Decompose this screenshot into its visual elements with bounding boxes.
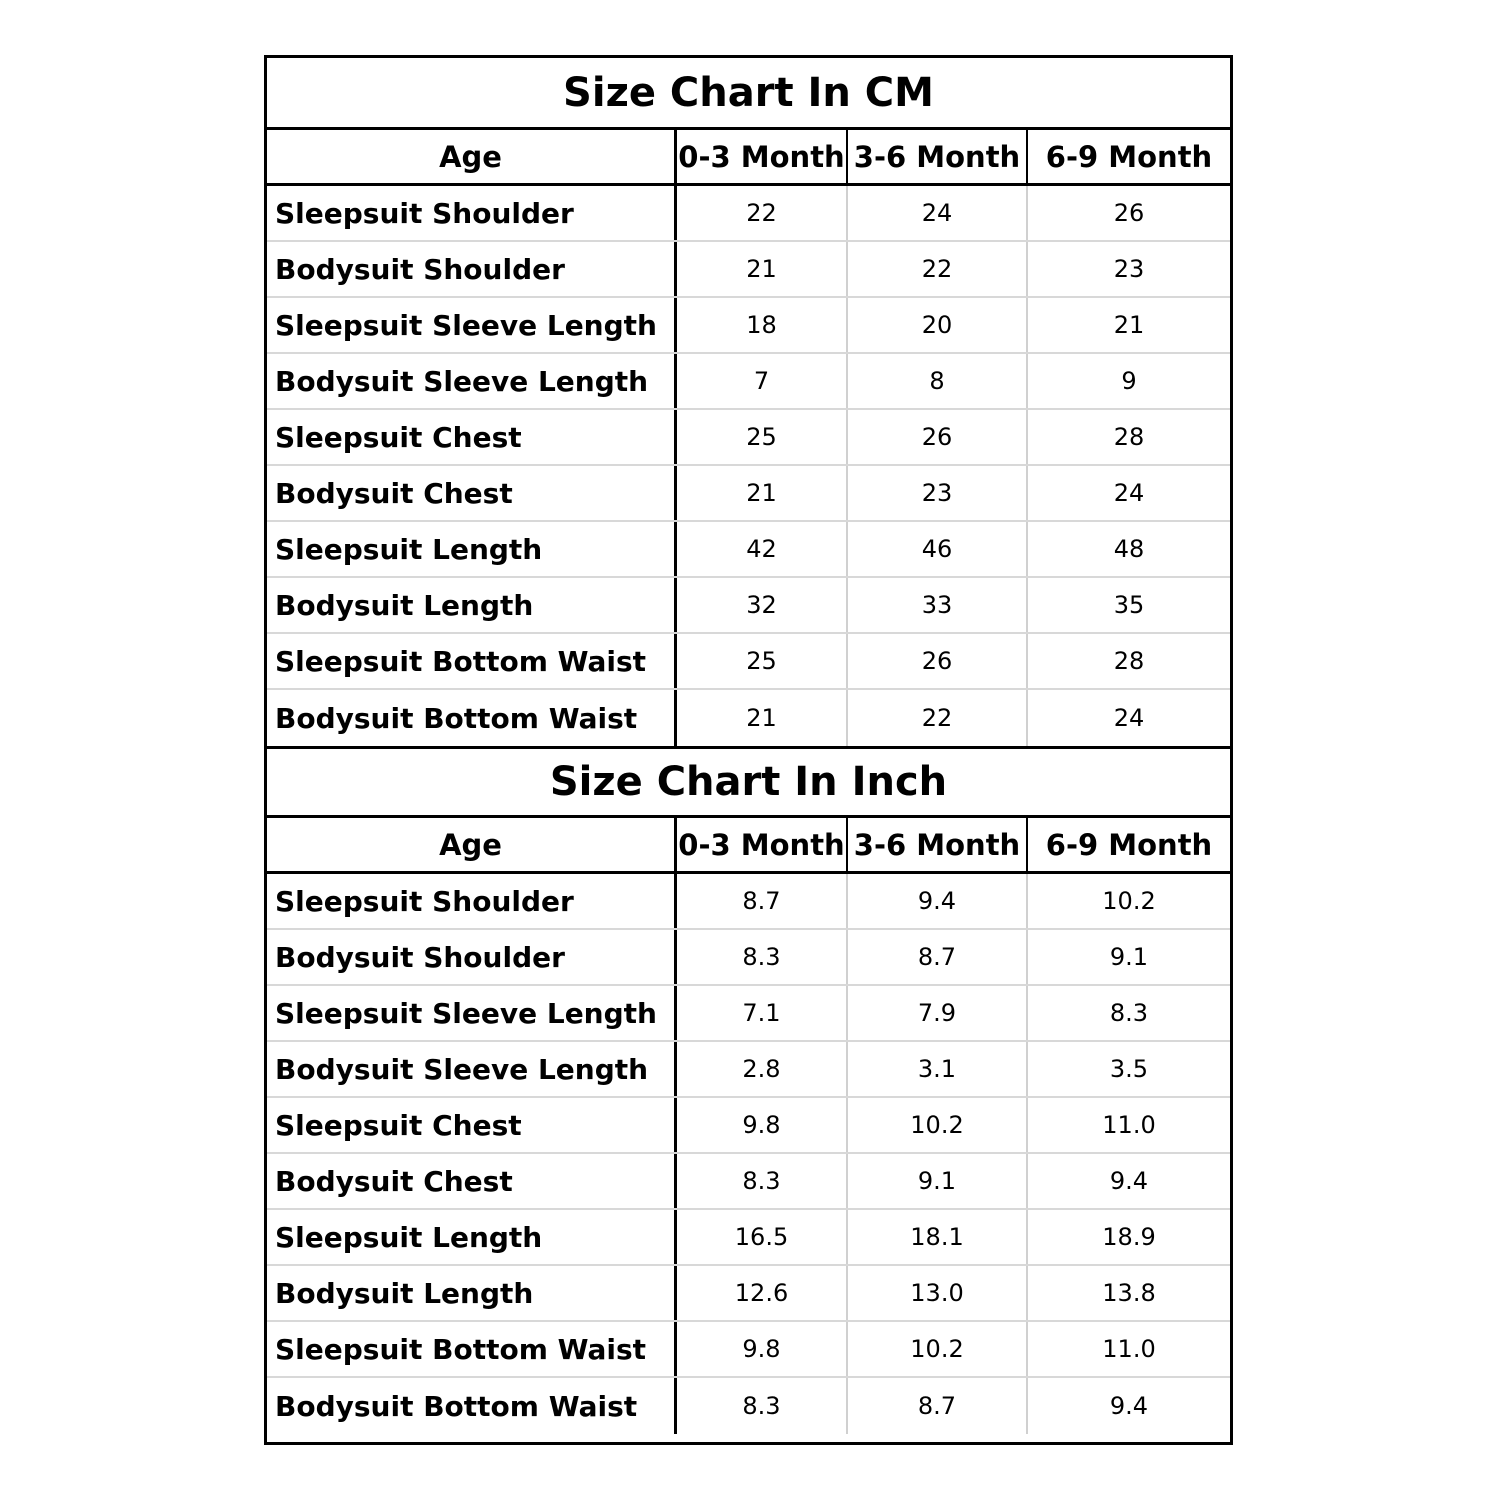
table-cell: 18: [677, 298, 848, 352]
table-cell: 35: [1113, 591, 1145, 619]
row-label: Sleepsuit Length: [267, 522, 677, 576]
row-label: Bodysuit Chest: [267, 1154, 677, 1208]
row-label: Sleepsuit Sleeve Length: [267, 986, 677, 1040]
table-cell: 25: [677, 634, 848, 688]
table-header-row: [267, 818, 1230, 874]
table-cell: 21: [677, 466, 848, 520]
table-row: [267, 690, 1230, 746]
table-cell: 8.7: [848, 1378, 1028, 1434]
table-cell: 9.1: [1109, 943, 1149, 971]
table-cell: 13.8: [1102, 1279, 1156, 1307]
table-cell: 20: [848, 298, 1028, 352]
table-body: [267, 874, 1230, 1434]
table-row: [267, 1266, 1230, 1322]
table-cell: 10.2: [1102, 887, 1156, 915]
row-label: Bodysuit Bottom Waist: [267, 690, 677, 746]
table-cell: 7.9: [848, 986, 1028, 1040]
table-cell: 9.8: [677, 1322, 848, 1376]
header-3-6-month: 3-6 Month: [848, 818, 1028, 871]
table-cell: 42: [677, 522, 848, 576]
table-cell: 32: [677, 578, 848, 632]
size-chart-inch-section: [267, 746, 1230, 1434]
table-cell: 9.4: [1109, 1167, 1149, 1195]
row-label: Bodysuit Sleeve Length: [267, 354, 677, 408]
row-label: Sleepsuit Chest: [267, 410, 677, 464]
header-6-9-month: 6-9 Month: [1045, 139, 1213, 174]
table-cell: 8.3: [677, 930, 848, 984]
table-cell: 12.6: [677, 1266, 848, 1320]
row-label: Sleepsuit Length: [267, 1210, 677, 1264]
table-cell: 25: [677, 410, 848, 464]
table-cell: 24: [1113, 704, 1145, 732]
table-row: [267, 466, 1230, 522]
table-cell: 26: [1113, 199, 1145, 227]
row-label: Sleepsuit Bottom Waist: [267, 634, 677, 688]
table-cell: 22: [848, 242, 1028, 296]
row-label: Sleepsuit Chest: [267, 1098, 677, 1152]
table-cell: 9: [1121, 367, 1137, 395]
table-header-row: [267, 130, 1230, 186]
table-cell: 7.1: [677, 986, 848, 1040]
row-label: Sleepsuit Sleeve Length: [267, 298, 677, 352]
header-0-3-month: 0-3 Month: [677, 130, 848, 183]
header-3-6-month: 3-6 Month: [848, 130, 1028, 183]
table-cell: 8.7: [848, 930, 1028, 984]
table-row: [267, 410, 1230, 466]
table-row: [267, 242, 1230, 298]
table-cell: 23: [1113, 255, 1145, 283]
table-cell: 10.2: [848, 1322, 1028, 1376]
table-cell: 22: [677, 186, 848, 240]
table-cell: 48: [1113, 535, 1145, 563]
table-row: [267, 986, 1230, 1042]
table-row: [267, 874, 1230, 930]
header-age: Age: [267, 130, 677, 183]
table-cell: 16.5: [677, 1210, 848, 1264]
table-cell: 18.1: [848, 1210, 1028, 1264]
size-chart-cm-section: [267, 58, 1230, 746]
table-cell: 23: [848, 466, 1028, 520]
table-cell: 46: [848, 522, 1028, 576]
header-6-9-month: 6-9 Month: [1045, 827, 1213, 862]
row-label: Bodysuit Length: [267, 578, 677, 632]
row-label: Bodysuit Bottom Waist: [267, 1378, 677, 1434]
table-row: [267, 522, 1230, 578]
table-body: [267, 186, 1230, 746]
row-label: Bodysuit Shoulder: [267, 930, 677, 984]
table-cell: 13.0: [848, 1266, 1028, 1320]
row-label: Bodysuit Length: [267, 1266, 677, 1320]
table-cell: 26: [848, 634, 1028, 688]
table-cell: 7: [677, 354, 848, 408]
table-cell: 28: [1113, 423, 1145, 451]
table-cell: 26: [848, 410, 1028, 464]
table-row: [267, 634, 1230, 690]
row-label: Sleepsuit Shoulder: [267, 874, 677, 928]
table-cell: 8.3: [1109, 999, 1149, 1027]
table-cell: 22: [848, 690, 1028, 746]
table-row: [267, 1042, 1230, 1098]
row-label: Bodysuit Shoulder: [267, 242, 677, 296]
table-cell: 9.4: [848, 874, 1028, 928]
table-row: [267, 578, 1230, 634]
section-title: Size Chart In CM: [267, 58, 1230, 130]
section-title: Size Chart In Inch: [267, 746, 1230, 818]
table-row: [267, 930, 1230, 986]
table-cell: 8.3: [677, 1378, 848, 1434]
table-cell: 18.9: [1102, 1223, 1156, 1251]
table-cell: 8: [848, 354, 1028, 408]
table-row: [267, 298, 1230, 354]
table-cell: 8.3: [677, 1154, 848, 1208]
table-cell: 10.2: [848, 1098, 1028, 1152]
table-cell: 3.1: [848, 1042, 1028, 1096]
table-cell: 21: [677, 242, 848, 296]
table-cell: 21: [677, 690, 848, 746]
table-cell: 24: [848, 186, 1028, 240]
table-cell: 9.1: [848, 1154, 1028, 1208]
table-cell: 8.7: [677, 874, 848, 928]
table-cell: 33: [848, 578, 1028, 632]
table-row: [267, 1098, 1230, 1154]
table-cell: 28: [1113, 647, 1145, 675]
table-row: [267, 1378, 1230, 1434]
row-label: Sleepsuit Bottom Waist: [267, 1322, 677, 1376]
table-cell: 11.0: [1102, 1111, 1156, 1139]
row-label: Sleepsuit Shoulder: [267, 186, 677, 240]
table-cell: 11.0: [1102, 1335, 1156, 1363]
row-label: Bodysuit Sleeve Length: [267, 1042, 677, 1096]
header-age: Age: [267, 818, 677, 871]
table-row: [267, 1322, 1230, 1378]
table-cell: 24: [1113, 479, 1145, 507]
table-cell: 21: [1113, 311, 1145, 339]
table-row: [267, 1210, 1230, 1266]
table-cell: 2.8: [677, 1042, 848, 1096]
header-0-3-month: 0-3 Month: [677, 818, 848, 871]
row-label: Bodysuit Chest: [267, 466, 677, 520]
table-row: [267, 354, 1230, 410]
table-row: [267, 1154, 1230, 1210]
size-chart-sheet: [264, 55, 1233, 1445]
table-cell: 3.5: [1109, 1055, 1149, 1083]
table-cell: 9.8: [677, 1098, 848, 1152]
table-row: [267, 186, 1230, 242]
table-cell: 9.4: [1109, 1392, 1149, 1420]
